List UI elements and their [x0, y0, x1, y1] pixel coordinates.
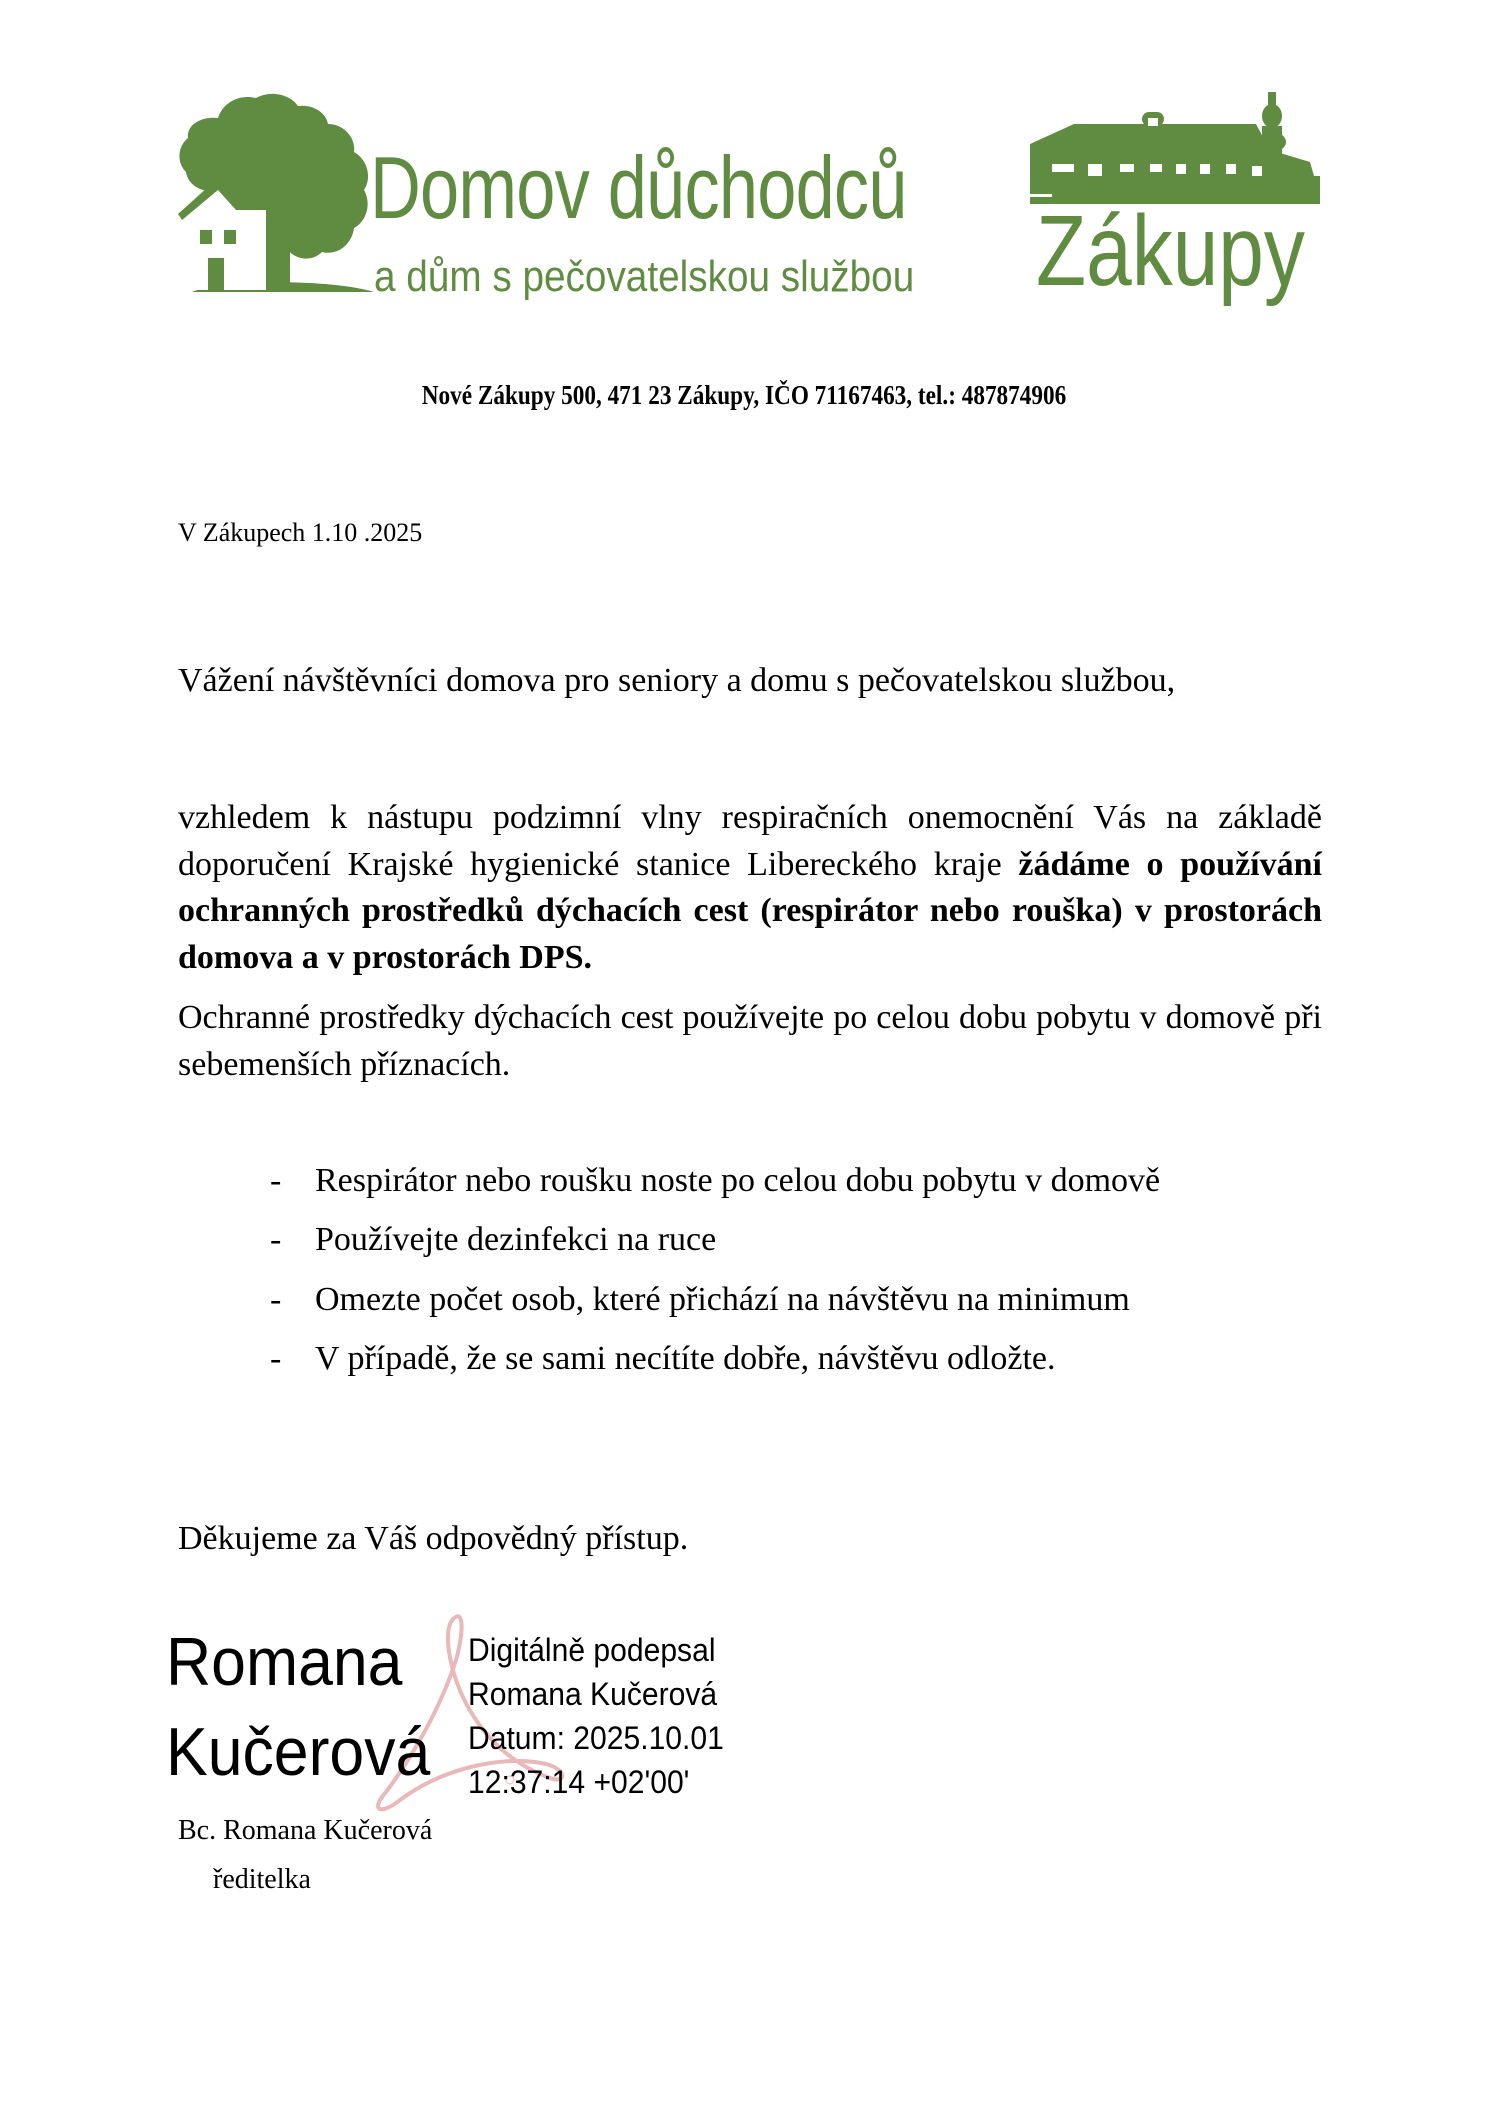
list-item-text: V případě, že se sami necítíte dobře, návštěvu odložte.	[315, 1339, 1056, 1377]
logo-city: Zákupy	[1036, 195, 1305, 307]
logo-subtitle: a dům s pečovatelskou službou	[374, 252, 915, 301]
signature-detail-line: Datum: 2025.10.01	[468, 1720, 724, 1756]
signature-detail-line: Digitálně podepsal	[468, 1632, 716, 1668]
list-marker: -	[270, 1339, 282, 1377]
list-item	[270, 1336, 1160, 1395]
signature-detail-line: 12:37:14 +02'00'	[468, 1764, 690, 1800]
signer-role: ředitelka	[213, 1864, 311, 1895]
letterhead-address: Nové Zákupy 500, 471 23 Zákupy, IČO 71167463, tel.: 487874906	[421, 380, 1067, 410]
tree-house-logo-icon	[178, 90, 374, 296]
paragraph-request-intro: vzhledem k nástupu podzimní vlny respiračních onemocnění Vás na základě doporučení Krajské hygienické stanice Libereckého kraje	[178, 799, 1322, 883]
signature-detail-line: Romana Kučerová	[468, 1676, 718, 1712]
rules-list	[270, 1158, 1160, 1395]
place-and-date: V Zákupech 1.10 .2025	[178, 518, 423, 547]
paragraph-request	[178, 795, 1322, 981]
list-item	[270, 1217, 1160, 1276]
signer-name: Bc. Romana Kučerová	[178, 1815, 433, 1846]
list-item	[270, 1277, 1160, 1336]
greeting: Vážení návštěvníci domova pro seniory a domu s pečovatelskou službou,	[178, 662, 1176, 699]
list-marker: -	[270, 1280, 282, 1318]
signature-name-first: Romana	[166, 1624, 403, 1700]
list-marker: -	[270, 1221, 282, 1259]
logo-title: Domov důchodců	[370, 138, 907, 237]
signature-name-last: Kučerová	[166, 1714, 431, 1790]
list-item-text: Používejte dezinfekci na ruce	[315, 1221, 717, 1259]
list-marker: -	[270, 1162, 282, 1199]
list-item-text: Omezte počet osob, které přichází na návštěvu na minimum	[315, 1280, 1130, 1318]
castle-building-logo-icon	[1030, 92, 1322, 208]
paragraph-instructions: Ochranné prostředky dýchacích cest používejte po celou dobu pobytu v domově při sebemenších příznacích.	[178, 999, 1322, 1083]
list-item-text: Respirátor nebo roušku noste po celou dobu pobytu v domově	[315, 1162, 1161, 1199]
closing-line: Děkujeme za Váš odpovědný přístup.	[178, 1520, 689, 1557]
list-item	[270, 1158, 1160, 1217]
paragraph-request-emphasis: žádáme o používání ochranných prostředků dýchacích cest (respirátor nebo rouška) v prostorách domova a v prostorách DPS.	[178, 845, 1322, 976]
